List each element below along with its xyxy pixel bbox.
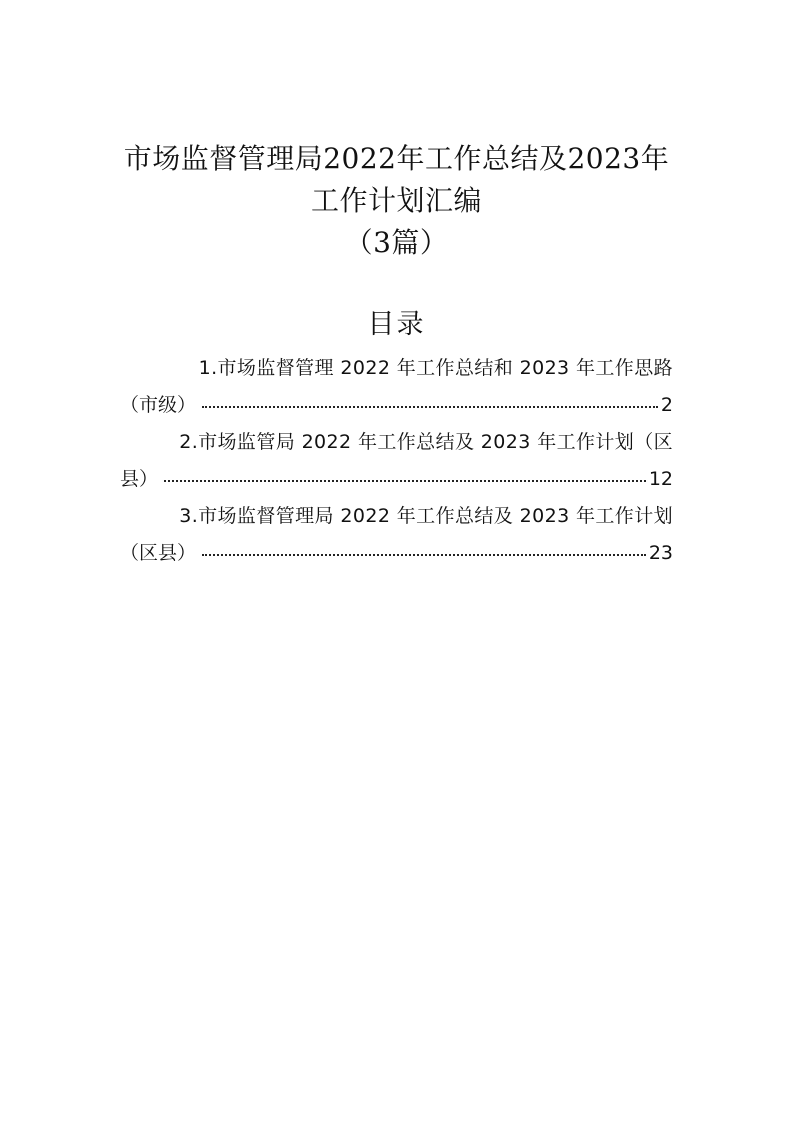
toc-entry-2[interactable] — [120, 424, 673, 498]
toc-entry-title: 1.市场监督管理 2022 年工作总结和 2023 年工作思路 — [198, 357, 673, 379]
title-line-3: （3篇） — [344, 226, 449, 259]
toc-entry-title: 3.市场监督管理局 2022 年工作总结及 2023 年工作计划 — [179, 505, 673, 527]
dot-leader — [202, 554, 646, 556]
document-title — [110, 138, 683, 264]
toc-entry-continuation-row — [120, 535, 673, 572]
title-line-1: 市场监督管理局2022年工作总结及2023年 — [123, 142, 670, 175]
dot-leader — [164, 480, 646, 482]
toc-entry-continuation: （市级） — [120, 394, 197, 416]
toc-entry-3[interactable] — [120, 498, 673, 572]
toc-entry-title: 2.市场监管局 2022 年工作总结及 2023 年工作计划（区 — [179, 431, 673, 453]
toc-page-number: 12 — [648, 468, 673, 490]
dot-leader — [202, 406, 658, 408]
toc-entry-1[interactable] — [120, 350, 673, 424]
toc-heading: 目录 — [367, 309, 426, 340]
toc-entry-continuation: 县） — [120, 468, 159, 490]
title-line-2: 工作计划汇编 — [310, 184, 482, 217]
toc-page-number: 23 — [648, 542, 673, 564]
toc-entry-continuation-row — [120, 461, 673, 498]
table-of-contents — [120, 350, 673, 572]
toc-entry-continuation: （区县） — [120, 542, 197, 564]
toc-entry-continuation-row — [120, 387, 673, 424]
toc-page-number: 2 — [660, 394, 673, 416]
